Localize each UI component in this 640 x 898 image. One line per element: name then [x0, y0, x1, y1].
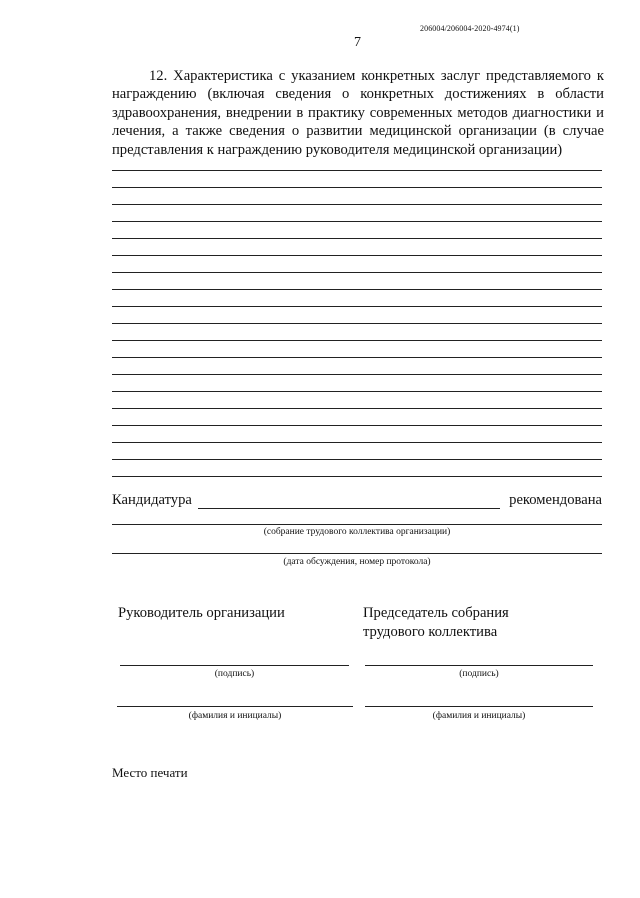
blank-line[interactable]: [112, 408, 602, 409]
chairman-title-line1: Председатель собрания: [363, 605, 509, 621]
blank-line[interactable]: [112, 306, 602, 307]
candidate-name-line[interactable]: [198, 508, 500, 509]
head-name-line[interactable]: [117, 706, 353, 707]
head-name-caption: (фамилия и инициалы): [188, 711, 282, 721]
blank-line[interactable]: [112, 238, 602, 239]
blank-line[interactable]: [112, 442, 602, 443]
date-caption: (дата обсуждения, номер протокола): [283, 557, 431, 567]
document-code: 206004/206004-2020-4974(1): [420, 24, 520, 33]
blank-line[interactable]: [112, 204, 602, 205]
blank-line[interactable]: [112, 476, 602, 477]
blank-line[interactable]: [112, 340, 602, 341]
chairman-signature-caption: (подпись): [459, 669, 499, 679]
blank-line[interactable]: [112, 255, 602, 256]
blank-line[interactable]: [112, 187, 602, 188]
stamp-place-label: Место печати: [112, 765, 188, 780]
meeting-caption: (собрание трудового коллектива организации): [263, 527, 451, 537]
chairman-signature-line[interactable]: [365, 665, 593, 666]
page-number: 7: [354, 35, 361, 50]
blank-line[interactable]: [112, 374, 602, 375]
meeting-line[interactable]: [112, 524, 602, 525]
head-of-organization-title: Руководитель организации: [118, 605, 285, 621]
blank-line[interactable]: [112, 170, 602, 171]
candidacy-row: [112, 492, 602, 512]
date-line[interactable]: [112, 553, 602, 554]
head-signature-line[interactable]: [120, 665, 349, 666]
blank-line[interactable]: [112, 391, 602, 392]
blank-line[interactable]: [112, 357, 602, 358]
blank-line[interactable]: [112, 323, 602, 324]
blank-line[interactable]: [112, 289, 602, 290]
section-12-text: 12. Характеристика с указанием конкретных заслуг представляемого к награждению (включая сведения о конкретных достижениях в области здравоохранения, внедрении в практику современных методов диагностики и лечения, а также сведения о развитии медицинской организации (в случае представления к награждению руководителя медицинской организации): [112, 68, 604, 158]
recommended-label: рекомендована: [509, 492, 602, 508]
chairman-name-line[interactable]: [365, 706, 593, 707]
candidacy-label: Кандидатура: [112, 492, 192, 508]
blank-line[interactable]: [112, 459, 602, 460]
blank-line[interactable]: [112, 221, 602, 222]
head-signature-caption: (подпись): [214, 669, 255, 679]
blank-line[interactable]: [112, 272, 602, 273]
blank-line[interactable]: [112, 425, 602, 426]
chairman-title-line2: трудового коллектива: [363, 624, 498, 640]
chairman-name-caption: (фамилия и инициалы): [432, 711, 526, 721]
